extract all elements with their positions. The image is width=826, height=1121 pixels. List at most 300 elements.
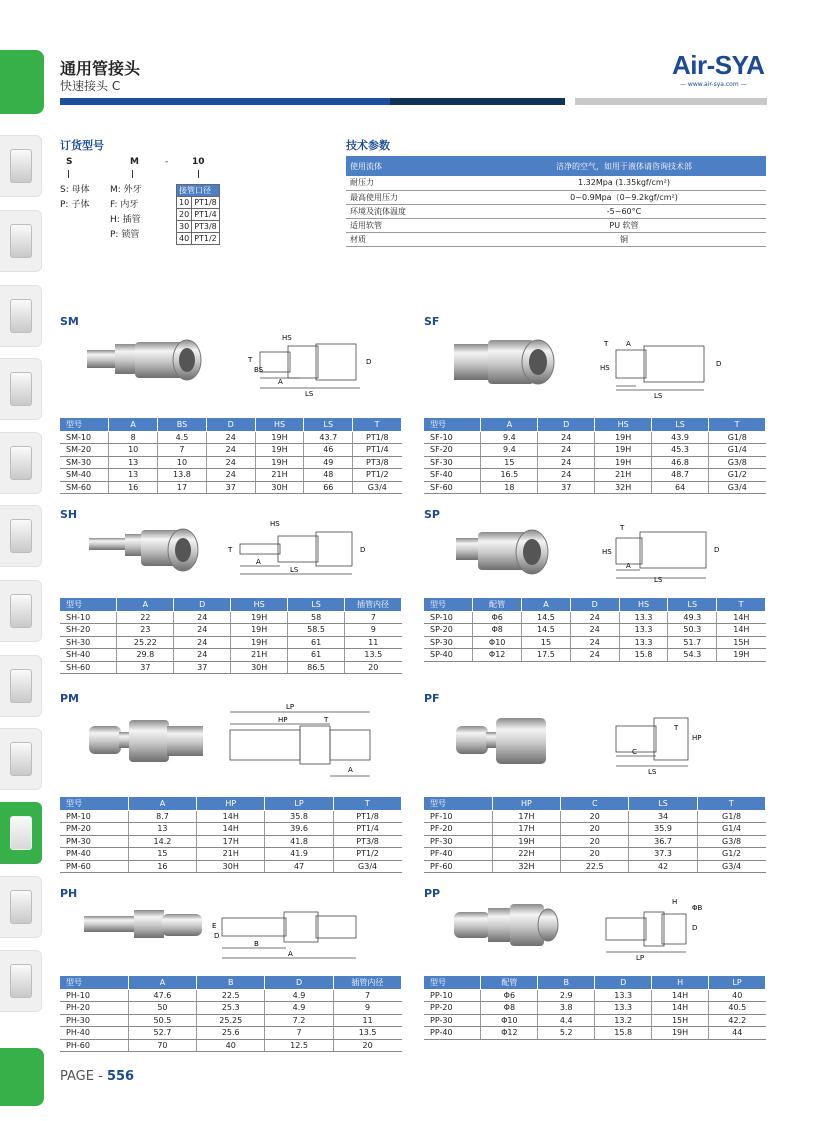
- order-heading: 订货型号: [60, 139, 104, 152]
- table-cell: 24: [206, 456, 255, 469]
- sh-dimension-drawing: [230, 518, 390, 582]
- table-cell: 4.5: [158, 431, 207, 444]
- spec-value: 1.32Mpa (1.35kgf/cm²): [482, 176, 766, 190]
- table-cell: 21H: [197, 848, 265, 861]
- side-category-9[interactable]: [0, 728, 42, 790]
- table-cell: 20: [561, 823, 629, 836]
- table-cell: PP-10: [424, 989, 481, 1002]
- side-category-1[interactable]: [0, 135, 42, 197]
- table-cell: G3/8: [697, 835, 765, 848]
- table-cell: 21H: [595, 469, 652, 482]
- table-row: [60, 661, 402, 674]
- dim-label: B: [254, 940, 259, 948]
- table-cell: 4.9: [265, 989, 333, 1002]
- dim-label: D: [214, 932, 220, 940]
- table-cell: 22.5: [561, 860, 629, 873]
- table-cell: 24: [174, 611, 231, 624]
- tech-heading: 技术参数: [346, 139, 390, 152]
- dim-label: LS: [648, 768, 657, 776]
- spec-label: 材质: [346, 232, 482, 246]
- table-cell: PP-40: [424, 1027, 481, 1040]
- spec-label: 适用软管: [346, 218, 482, 232]
- product-thumbnail-icon: [10, 446, 32, 480]
- brand-url: — www.air-sya.com —: [680, 81, 747, 88]
- dim-label: D: [360, 546, 366, 554]
- pm-product-photo: [85, 712, 210, 774]
- table-cell: 43.7: [304, 431, 353, 444]
- pf-dimension-drawing: [596, 712, 736, 778]
- table-cell: PT1/8: [333, 810, 401, 823]
- table-cell: SH-20: [60, 624, 117, 637]
- dim-label: HP: [692, 734, 702, 742]
- table-cell: 11: [345, 636, 402, 649]
- table-cell: 46: [304, 444, 353, 457]
- table-cell: 19H: [717, 649, 766, 662]
- table-cell: 14.2: [128, 835, 196, 848]
- table-row: [60, 823, 402, 836]
- table-cell: G3/4: [709, 481, 766, 494]
- table-cell: 58.5: [288, 624, 345, 637]
- dim-label: D: [716, 360, 722, 368]
- column-header: D: [538, 418, 595, 431]
- table-cell: 24: [570, 636, 619, 649]
- table-cell: 19H: [231, 611, 288, 624]
- table-cell: 41.9: [265, 848, 333, 861]
- section-label-pf: PF: [424, 692, 440, 705]
- side-category-11[interactable]: [0, 876, 42, 938]
- table-cell: G3/4: [353, 481, 402, 494]
- connection-type-list: [110, 183, 142, 243]
- column-header: T: [709, 418, 766, 431]
- table-cell: 16.5: [481, 469, 538, 482]
- table-cell: 17H: [197, 835, 265, 848]
- table-row: [60, 649, 402, 662]
- sp-spec-table: [424, 598, 766, 662]
- table-cell: G3/8: [709, 456, 766, 469]
- table-row: [60, 848, 402, 861]
- column-header: A: [117, 598, 174, 611]
- table-cell: PF-10: [424, 810, 492, 823]
- product-thumbnail-icon: [10, 890, 32, 924]
- table-cell: 40.5: [709, 1002, 766, 1015]
- table-cell: 15H: [652, 1014, 709, 1027]
- column-header: LS: [668, 598, 717, 611]
- table-cell: 10: [158, 456, 207, 469]
- table-cell: 19H: [595, 444, 652, 457]
- table-cell: 13: [109, 469, 158, 482]
- table-cell: SM-40: [60, 469, 109, 482]
- ph-product-photo: [80, 898, 210, 956]
- column-header: 型号: [60, 418, 109, 431]
- table-cell: 43.9: [652, 431, 709, 444]
- column-header: T: [697, 797, 765, 810]
- table-cell: 45.3: [652, 444, 709, 457]
- column-header: 型号: [60, 797, 128, 810]
- table-cell: 21H: [255, 469, 304, 482]
- brand-logo: Air-SYA: [672, 50, 765, 80]
- table-cell: 37: [117, 661, 174, 674]
- table-cell: 24: [538, 431, 595, 444]
- table-cell: PH-20: [60, 1002, 128, 1015]
- table-cell: 18: [481, 481, 538, 494]
- port-code: 20: [177, 209, 192, 221]
- column-header: H: [652, 976, 709, 989]
- table-cell: 14H: [652, 989, 709, 1002]
- table-cell: 51.7: [668, 636, 717, 649]
- section-label-sh: SH: [60, 508, 78, 521]
- dim-label: LP: [286, 703, 295, 711]
- table-cell: Φ6: [473, 611, 522, 624]
- table-cell: 35.9: [629, 823, 697, 836]
- table-cell: SP-10: [424, 611, 473, 624]
- table-row: [424, 1027, 766, 1040]
- column-header: HP: [492, 797, 560, 810]
- column-header: 型号: [424, 418, 481, 431]
- table-cell: 22.5: [197, 989, 265, 1002]
- table-cell: SH-30: [60, 636, 117, 649]
- table-cell: 61: [288, 636, 345, 649]
- table-cell: G3/4: [333, 860, 401, 873]
- table-header-row: [424, 418, 766, 431]
- table-row: [424, 431, 766, 444]
- table-row: [60, 456, 402, 469]
- table-cell: Φ8: [481, 1002, 538, 1015]
- body-type-list: [60, 183, 90, 213]
- column-header: D: [265, 976, 333, 989]
- table-row: [60, 624, 402, 637]
- table-header-row: [424, 976, 766, 989]
- product-thumbnail-icon: [10, 299, 32, 333]
- dim-label: HP: [278, 716, 288, 724]
- column-header: B: [538, 976, 595, 989]
- table-header-row: [60, 598, 402, 611]
- connection-type-item: P: 锁管: [110, 230, 140, 240]
- table-row: [424, 444, 766, 457]
- dim-label: HS: [282, 334, 292, 342]
- table-cell: 40: [197, 1039, 265, 1052]
- table-cell: PM-20: [60, 823, 128, 836]
- spec-label: 使用流体: [346, 156, 482, 176]
- table-cell: 86.5: [288, 661, 345, 674]
- code-tick: [68, 170, 69, 178]
- table-cell: PT1/8: [353, 431, 402, 444]
- table-cell: PM-60: [60, 860, 128, 873]
- table-row: [60, 636, 402, 649]
- column-header: D: [174, 598, 231, 611]
- pp-product-photo: [450, 896, 570, 956]
- table-cell: 50: [128, 1002, 196, 1015]
- table-cell: 20: [561, 835, 629, 848]
- table-row: [424, 989, 766, 1002]
- table-cell: PH-40: [60, 1027, 128, 1040]
- top-green-tab: [0, 50, 44, 114]
- dim-label: ΦB: [692, 904, 703, 912]
- header-bar-navy: [390, 98, 565, 105]
- column-header: 插管内径: [333, 976, 401, 989]
- table-cell: 24: [174, 624, 231, 637]
- table-row: [424, 1002, 766, 1015]
- table-cell: 19H: [492, 835, 560, 848]
- table-cell: 52.7: [128, 1027, 196, 1040]
- side-category-12[interactable]: [0, 950, 42, 1012]
- body-type-item: S: 母体: [60, 185, 90, 195]
- table-cell: 14H: [717, 624, 766, 637]
- table-cell: 19H: [255, 456, 304, 469]
- table-cell: 9.4: [481, 431, 538, 444]
- column-header: LP: [265, 797, 333, 810]
- dim-label: HS: [600, 364, 610, 372]
- bottom-green-tab: [0, 1048, 44, 1106]
- dim-label: A: [278, 378, 283, 386]
- table-cell: 20: [345, 661, 402, 674]
- table-cell: 61: [288, 649, 345, 662]
- dim-label: LS: [654, 576, 663, 584]
- table-cell: 24: [538, 469, 595, 482]
- table-cell: 47.6: [128, 989, 196, 1002]
- side-category-3[interactable]: [0, 285, 42, 347]
- table-cell: 7.2: [265, 1014, 333, 1027]
- table-cell: 7: [333, 989, 401, 1002]
- table-cell: SP-40: [424, 649, 473, 662]
- table-cell: 19H: [255, 431, 304, 444]
- column-header: 型号: [60, 598, 117, 611]
- table-cell: 48.7: [652, 469, 709, 482]
- column-header: T: [353, 418, 402, 431]
- product-thumbnail-icon: [10, 594, 32, 628]
- column-header: LS: [629, 797, 697, 810]
- table-cell: 19H: [652, 1027, 709, 1040]
- sm-spec-table: [60, 418, 402, 494]
- dim-label: T: [248, 356, 253, 364]
- table-row: [424, 848, 766, 861]
- spec-value: -5~60°C: [482, 204, 766, 218]
- table-cell: 47: [265, 860, 333, 873]
- sm-dimension-drawing: [230, 332, 390, 402]
- table-cell: 24: [206, 444, 255, 457]
- table-cell: PT1/2: [353, 469, 402, 482]
- table-cell: 19H: [595, 431, 652, 444]
- sf-dimension-drawing: [596, 332, 736, 402]
- table-cell: 24: [538, 456, 595, 469]
- section-label-pm: PM: [60, 692, 80, 705]
- column-header: 型号: [424, 598, 473, 611]
- product-thumbnail-icon: [10, 964, 32, 998]
- column-header: 配管: [481, 976, 538, 989]
- port-code: 40: [177, 233, 192, 245]
- section-label-pp: PP: [424, 887, 441, 900]
- table-cell: Φ8: [473, 624, 522, 637]
- table-cell: 20: [561, 810, 629, 823]
- port-thread: PT1/8: [192, 197, 220, 209]
- column-header: D: [206, 418, 255, 431]
- sp-dimension-drawing: [596, 520, 736, 584]
- column-header: 型号: [60, 976, 128, 989]
- column-header: LS: [304, 418, 353, 431]
- table-cell: SH-10: [60, 611, 117, 624]
- pf-spec-table: [424, 797, 766, 873]
- table-cell: 66: [304, 481, 353, 494]
- column-header: HS: [255, 418, 304, 431]
- table-cell: 13.3: [619, 624, 668, 637]
- product-thumbnail-icon: [10, 149, 32, 183]
- table-cell: 13: [128, 823, 196, 836]
- column-header: D: [570, 598, 619, 611]
- column-header: HP: [197, 797, 265, 810]
- table-row: [60, 1039, 402, 1052]
- table-row: [424, 469, 766, 482]
- table-cell: 3.8: [538, 1002, 595, 1015]
- column-header: A: [522, 598, 571, 611]
- dim-label: A: [626, 562, 631, 570]
- table-cell: Φ12: [481, 1027, 538, 1040]
- table-row: [424, 649, 766, 662]
- side-category-5[interactable]: [0, 432, 42, 494]
- table-cell: 25.3: [197, 1002, 265, 1015]
- table-header-row: [60, 976, 402, 989]
- product-thumbnail-icon: [10, 816, 32, 850]
- section-label-sp: SP: [424, 508, 440, 521]
- table-cell: 2.9: [538, 989, 595, 1002]
- table-cell: PT1/2: [333, 848, 401, 861]
- table-cell: 5.2: [538, 1027, 595, 1040]
- table-cell: 11: [333, 1014, 401, 1027]
- spec-value: 洁净的空气，如用于液体请咨询技术部: [482, 156, 766, 176]
- connection-type-item: H: 插管: [110, 215, 141, 225]
- table-cell: 36.7: [629, 835, 697, 848]
- side-category-2[interactable]: [0, 210, 42, 272]
- table-cell: SH-60: [60, 661, 117, 674]
- table-cell: 22: [117, 611, 174, 624]
- sh-product-photo: [85, 518, 210, 584]
- table-row: [60, 860, 402, 873]
- page-number-value: 556: [106, 1069, 135, 1084]
- side-category-7[interactable]: [0, 580, 42, 642]
- spec-value: PU 软管: [482, 218, 766, 232]
- code-dash: -: [165, 157, 169, 167]
- table-cell: SH-40: [60, 649, 117, 662]
- table-cell: 4.9: [265, 1002, 333, 1015]
- table-cell: 24: [174, 636, 231, 649]
- product-thumbnail-icon: [10, 519, 32, 553]
- code-part-1: S: [66, 157, 73, 167]
- table-cell: PF-40: [424, 848, 492, 861]
- table-cell: 30H: [197, 860, 265, 873]
- dim-label: LS: [290, 566, 299, 574]
- ph-spec-table: [60, 976, 402, 1052]
- table-cell: PM-40: [60, 848, 128, 861]
- table-cell: 35.8: [265, 810, 333, 823]
- table-row: [424, 823, 766, 836]
- table-cell: PT3/8: [353, 456, 402, 469]
- table-cell: 17H: [492, 810, 560, 823]
- column-header: 型号: [424, 976, 481, 989]
- table-cell: 12.5: [265, 1039, 333, 1052]
- table-cell: G1/2: [709, 469, 766, 482]
- table-cell: SF-40: [424, 469, 481, 482]
- port-thread: PT1/2: [192, 233, 220, 245]
- side-category-8[interactable]: [0, 655, 42, 717]
- table-cell: 20: [561, 848, 629, 861]
- table-row: [60, 481, 402, 494]
- table-cell: 50.5: [128, 1014, 196, 1027]
- dim-label: D: [714, 546, 720, 554]
- port-thread: PT3/8: [192, 221, 220, 233]
- dim-label: T: [620, 524, 625, 532]
- table-cell: PH-10: [60, 989, 128, 1002]
- table-cell: 15.8: [595, 1027, 652, 1040]
- dim-label: T: [228, 546, 233, 554]
- table-header-row: [60, 797, 402, 810]
- dim-label: A: [288, 950, 293, 958]
- product-thumbnail-icon: [10, 669, 32, 703]
- table-cell: 14H: [717, 611, 766, 624]
- table-cell: 8: [109, 431, 158, 444]
- table-cell: Φ12: [473, 649, 522, 662]
- section-label-sf: SF: [424, 315, 440, 328]
- table-cell: 13.3: [595, 989, 652, 1002]
- column-header: BS: [158, 418, 207, 431]
- port-size-table: [176, 184, 220, 245]
- column-header: A: [128, 976, 196, 989]
- dim-label: D: [366, 358, 372, 366]
- sm-product-photo: [85, 332, 210, 394]
- code-tick: [198, 170, 199, 178]
- side-category-10-active[interactable]: [0, 802, 42, 864]
- table-cell: PF-20: [424, 823, 492, 836]
- column-header: A: [109, 418, 158, 431]
- table-cell: 15.8: [619, 649, 668, 662]
- dim-label: D: [692, 924, 698, 932]
- table-cell: 37.3: [629, 848, 697, 861]
- table-row: [60, 444, 402, 457]
- pp-dimension-drawing: [596, 896, 736, 962]
- table-cell: 13.3: [619, 636, 668, 649]
- table-cell: 44: [709, 1027, 766, 1040]
- table-cell: 10: [109, 444, 158, 457]
- table-cell: SF-60: [424, 481, 481, 494]
- column-header: 配管: [473, 598, 522, 611]
- table-cell: 70: [128, 1039, 196, 1052]
- table-row: [60, 1014, 402, 1027]
- table-row: [424, 624, 766, 637]
- section-label-ph: PH: [60, 887, 78, 900]
- side-category-6[interactable]: [0, 505, 42, 567]
- spec-label: 耐压力: [346, 176, 482, 190]
- dim-label: HS: [270, 520, 280, 528]
- tech-spec-table: [346, 156, 766, 247]
- table-cell: 23: [117, 624, 174, 637]
- table-cell: PM-10: [60, 810, 128, 823]
- column-header: LS: [288, 598, 345, 611]
- port-code: 10: [177, 197, 192, 209]
- table-cell: 20: [333, 1039, 401, 1052]
- product-thumbnail-icon: [10, 372, 32, 406]
- table-cell: 22H: [492, 848, 560, 861]
- table-cell: 48: [304, 469, 353, 482]
- column-header: LS: [652, 418, 709, 431]
- table-cell: 13: [109, 456, 158, 469]
- table-row: [60, 835, 402, 848]
- body-type-item: P: 子体: [60, 200, 90, 210]
- ph-dimension-drawing: [212, 900, 382, 962]
- table-cell: 13.3: [595, 1002, 652, 1015]
- table-cell: 30H: [231, 661, 288, 674]
- table-cell: 13.5: [345, 649, 402, 662]
- side-category-4[interactable]: [0, 358, 42, 420]
- section-label-sm: SM: [60, 315, 79, 328]
- column-header: HS: [595, 418, 652, 431]
- table-cell: 24: [570, 649, 619, 662]
